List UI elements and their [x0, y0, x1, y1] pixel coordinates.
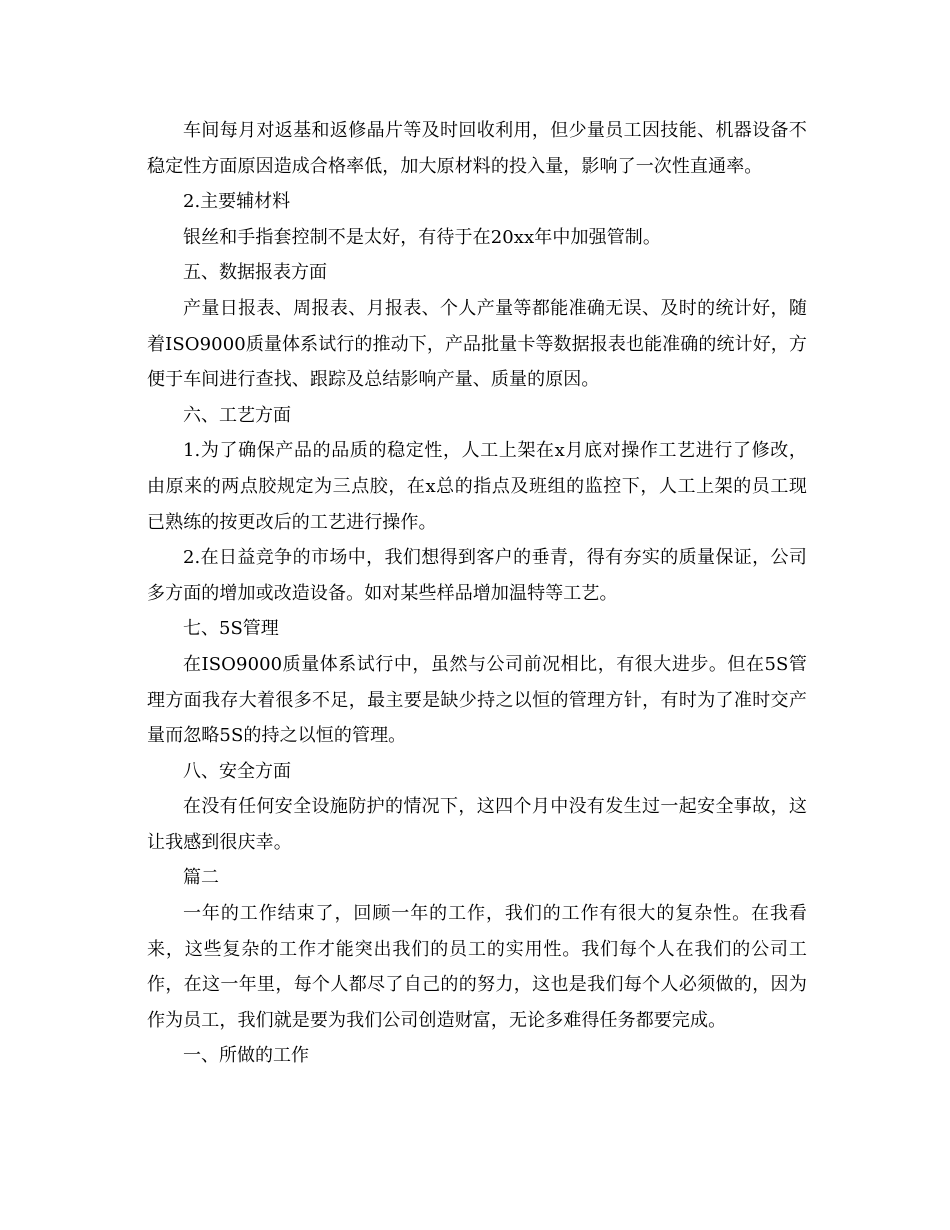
section-heading-process: 六、工艺方面 — [183, 404, 291, 426]
paragraph-silver-wire: 银丝和手指套控制不是太好，有待于在20xx年中加强管制。 — [183, 226, 662, 248]
paragraph-safety: 在没有任何安全设施防护的情况下，这四个月中没有发生过一起安全事故，这让我感到很庆幸。 — [147, 796, 807, 853]
paragraph-process-2: 2.在日益竞争的市场中，我们想得到客户的垂青，得有夯实的质量保证，公司多方面的增加或改造设备。如对某些样品增加温特等工艺。 — [147, 547, 807, 604]
paragraph-year-summary: 一年的工作结束了，回顾一年的工作，我们的工作有很大的复杂性。在我看来，这些复杂的工作才能突出我们的员工的实用性。我们每个人在我们的公司工作，在这一年里，每个人都尽了自己的的努力，这也是我们每个人必须做的，因为作为员工，我们就是要为我们公司创造财富，无论多难得任务都要完成。 — [147, 903, 807, 1031]
paragraph-data-reports: 产量日报表、周报表、月报表、个人产量等都能准确无误、及时的统计好，随着ISO9000质量体系试行的推动下，产品批量卡等数据报表也能准确的统计好，方便于车间进行查找、跟踪及总结影响产量、质量的原因。 — [147, 297, 807, 391]
section-heading-safety: 八、安全方面 — [183, 760, 291, 782]
part-heading-two: 篇二 — [183, 867, 219, 889]
document-body — [147, 113, 807, 1074]
section-heading-5s: 七、5S管理 — [183, 618, 279, 640]
paragraph-process-1: 1.为了确保产品的品质的稳定性，人工上架在x月底对操作工艺进行了修改，由原来的两点胶规定为三点胶，在x总的指点及班组的监控下，人工上架的员工现已熟练的按更改后的工艺进行操作。 — [147, 440, 807, 533]
section-heading-data-reports: 五、数据报表方面 — [183, 262, 327, 284]
section-heading-work-done: 一、所做的工作 — [183, 1045, 309, 1067]
subheading-auxiliary-materials: 2.主要辅材料 — [183, 191, 291, 213]
paragraph-5s: 在ISO9000质量体系试行中，虽然与公司前况相比，有很大进步。但在5S管理方面我存大着很多不足，最主要是缺少持之以恒的管理方针，有时为了准时交产量而忽略5S的持之以恒的管理。 — [147, 653, 807, 747]
paragraph-workshop-recycling: 车间每月对返基和返修晶片等及时回收利用，但少量员工因技能、机器设备不稳定性方面原因造成合格率低，加大原材料的投入量，影响了一次性直通率。 — [147, 120, 807, 177]
